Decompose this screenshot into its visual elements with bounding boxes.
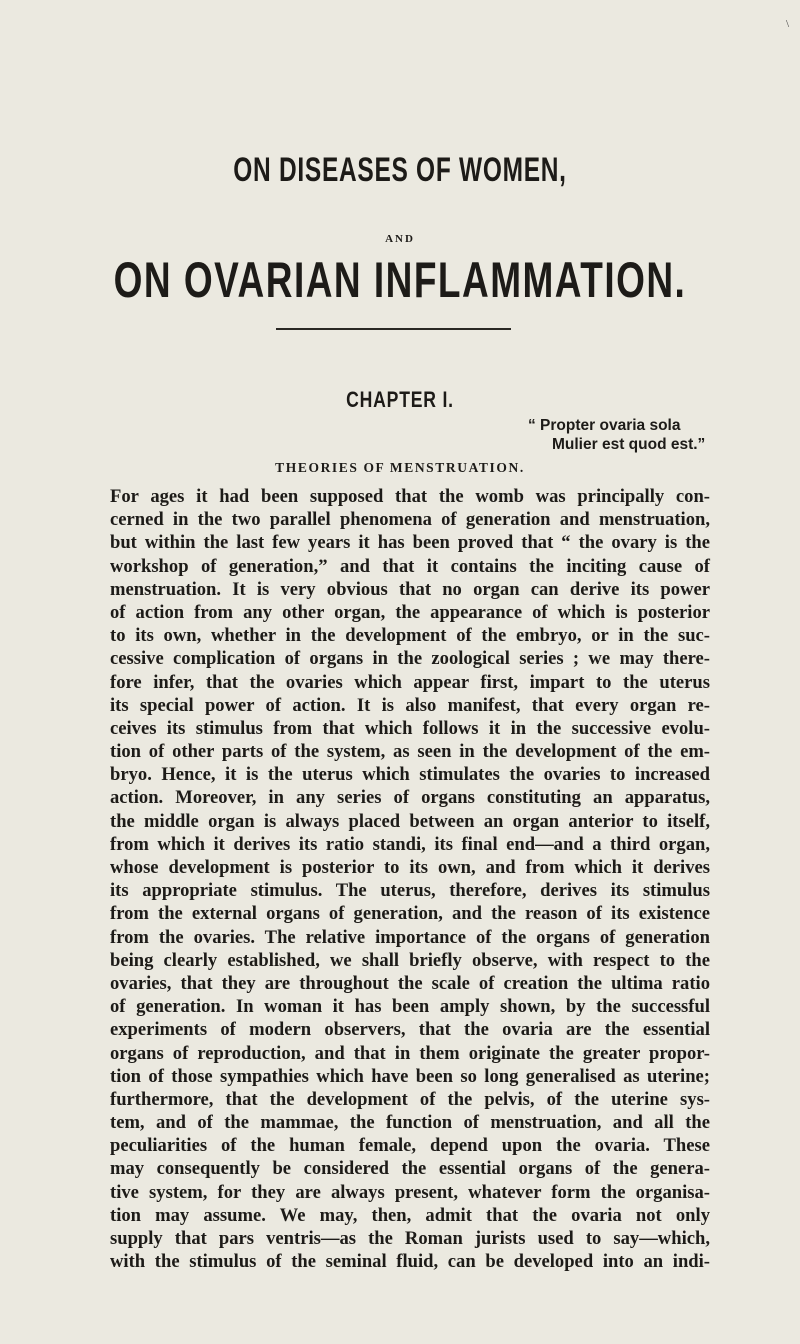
text-line: workshop of generation,” and that it contains the inciting cause of [110,555,710,577]
text-line: being clearly established, we shall briefly observe, with respect to the [110,949,710,971]
page-mark: \ [786,18,790,30]
text-line: cerned in the two parallel phenomena of generation and menstruation, [110,509,710,531]
text-line: experiments of modern observers, that the ovaria are the essential [110,1019,710,1041]
title-line-2: ON OVARIAN INFLAMMATION. [113,252,687,308]
text-line: tive system, for they are always present, whatever form the organisa- [110,1181,710,1203]
text-line: may consequently be considered the essential organs of the genera- [110,1158,710,1180]
text-line: its appropriate stimulus. The uterus, therefore, derives its stimulus [110,880,710,902]
text-line: with the stimulus of the seminal fluid, can be developed into an indi- [110,1251,710,1273]
text-line: tion of other parts of the system, as seen in the development of the em- [110,741,710,763]
text-line: furthermore, that the development of the pelvis, of the uterine sys- [110,1088,710,1110]
text-line: action. Moreover, in any series of organs constituting an apparatus, [110,787,710,809]
text-line: fore infer, that the ovaries which appear first, impart to the uterus [110,671,710,693]
title-divider [276,328,511,330]
epigraph [528,416,778,454]
text-line: tion may assume. We may, then, admit that the ovaria not only [110,1204,710,1226]
epigraph-line-1: “ Propter ovaria sola [528,417,681,434]
text-line: ovaries, that they are throughout the scale of creation the ultima ratio [110,972,710,994]
text-line: its special power of action. It is also manifest, that every organ re- [110,694,710,716]
text-line: from the external organs of generation, and the reason of its existence [110,903,710,925]
text-line: bryo. Hence, it is the uterus which stimulates the ovaries to increased [110,764,710,786]
text-line: ceives its stimulus from that which follows it in the successive evolu- [110,717,710,739]
text-line: of generation. In woman it has been amply shown, by the successful [110,996,710,1018]
text-line: peculiarities of the human female, depend upon the ovaria. These [110,1135,710,1157]
text-line: to its own, whether in the development of the embryo, or in the suc- [110,625,710,647]
epigraph-line-2: Mulier est quod est.” [552,436,706,453]
text-line: of action from any other organ, the appearance of which is posterior [110,601,710,623]
text-line: but within the last few years it has been proved that “ the ovary is the [110,532,710,554]
text-line: menstruation. It is very obvious that no organ can derive its power [110,578,710,600]
text-line: cessive complication of organs in the zoological series ; we may there- [110,648,710,670]
text-line: For ages it had been supposed that the womb was principally con- [110,486,710,507]
text-line: tem, and of the mammae, the function of menstruation, and all the [110,1112,710,1134]
body-paragraph [110,485,710,1273]
text-line: supply that pars ventris—as the Roman jurists used to say—which, [110,1228,710,1249]
title-conjunction: AND [385,233,415,245]
text-line: tion of those sympathies which have been so long generalised as uterine; [110,1065,710,1087]
chapter-heading: CHAPTER I. [346,387,454,412]
text-line: from the ovaries. The relative importance of the organs of generation [110,926,710,948]
text-line: organs of reproduction, and that in them originate the greater propor- [110,1042,710,1064]
title-line-1: ON DISEASES OF WOMEN, [233,151,567,189]
text-line: whose development is posterior to its own, and from which it derives [110,857,710,878]
text-line: the middle organ is always placed between an organ anterior to itself, [110,810,710,832]
section-title: THEORIES OF MENSTRUATION. [275,460,525,475]
text-line: from which it derives its ratio standi, its final end—and a third organ, [110,833,710,855]
